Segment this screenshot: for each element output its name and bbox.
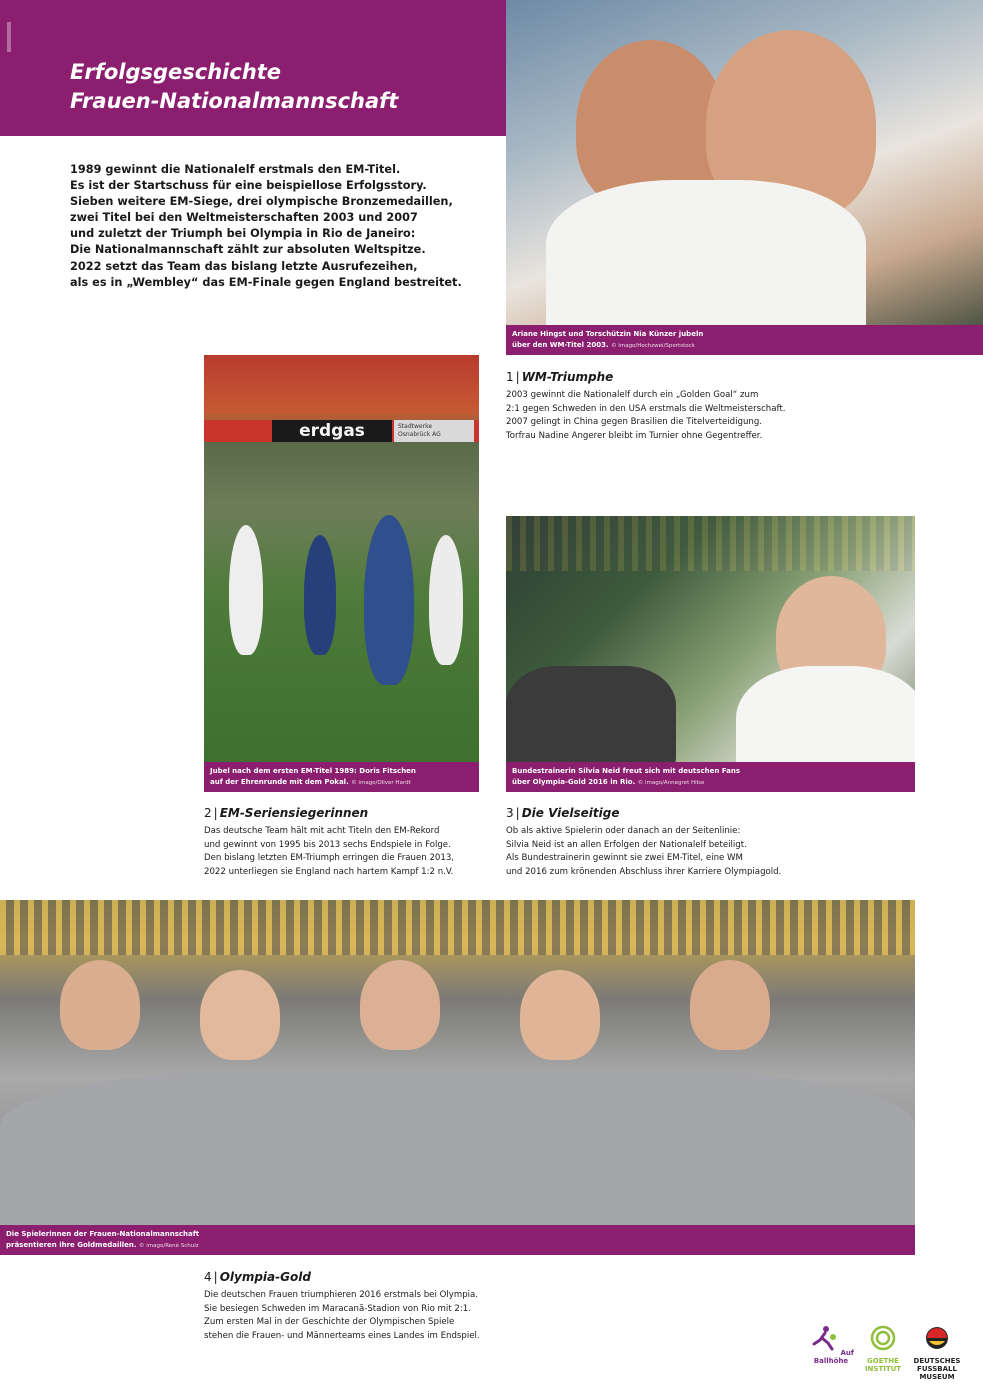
logo-text: FUSSBALL (917, 1365, 957, 1373)
section-number: 1 (506, 370, 514, 384)
section-line: Sie besiegen Schweden im Maracanã-Stadion von Rio mit 2:1. (204, 1303, 471, 1314)
banner-sponsor-line: Stadtwerke (398, 423, 433, 430)
logo-text: GOETHE (867, 1357, 899, 1365)
section-line: Silvia Neid ist an allen Erfolgen der Nationalelf beteiligt. (506, 839, 747, 850)
intro-line: Die Nationalmannschaft zählt zur absoluten Weltspitze. (70, 243, 426, 257)
stadium-stands (0, 900, 915, 955)
section-title: WM-Triumphe (521, 370, 614, 384)
caption-line: Bundestrainerin Silvia Neid freut sich mit deutschen Fans (512, 767, 740, 775)
photo-neid (506, 516, 915, 792)
caption-line: präsentieren ihre Goldmedaillen. (6, 1240, 137, 1249)
photo-team (0, 900, 915, 1255)
logo-text: DEUTSCHES (913, 1357, 961, 1365)
intro-line: 2022 setzt das Team das bislang letzte Ausrufezeihen, (70, 259, 418, 273)
photo-wm2003 (506, 0, 983, 355)
logo-text: INSTITUT (864, 1365, 902, 1373)
section-line: 2007 gelingt in China gegen Brasilien die Titelverteidigung. (506, 417, 763, 428)
section-em-seriensiegerinnen (204, 805, 504, 879)
photo-credit: © imago/Annegret Hilse (637, 779, 705, 786)
caption-neid (506, 762, 915, 792)
section-number: 3 (506, 806, 514, 820)
section-olympia-gold (204, 1269, 524, 1343)
player-figure (229, 525, 263, 655)
page-title (70, 58, 398, 116)
photo-credit: © imago/Oliver Hardt (351, 779, 411, 786)
intro-line: Es ist der Startschuss für eine beispiellose Erfolgsstory. (70, 179, 427, 193)
player-figure (520, 970, 600, 1060)
logo-text: Ballhöhe (813, 1357, 849, 1365)
player-figure (364, 515, 414, 685)
section-line: Ob als aktive Spielerin oder danach an der Seitenlinie: (506, 826, 741, 836)
photo-credit: © imago/René Schulz (138, 1242, 199, 1249)
intro-line: Sieben weitere EM-Siege, drei olympische Bronzemedaillen, (70, 195, 453, 209)
logo-text: Auf (840, 1349, 854, 1357)
intro-line: und zuletzt der Triumph bei Olympia in Rio de Janeiro: (70, 227, 416, 241)
section-line: Das deutsche Team hält mit acht Titeln den EM-Rekord (204, 826, 440, 836)
section-line: Den bislang letzten EM-Triumph erringen die Frauen 2013, (204, 853, 455, 864)
player-figure (200, 970, 280, 1060)
goethe-circle-icon (870, 1325, 896, 1351)
section-heading: 4 | Olympia-Gold (204, 1270, 311, 1284)
caption-line: Jubel nach dem ersten EM-Titel 1989: Doris Fitschen (210, 767, 416, 775)
banner-sponsor-line: Osnabrück AG (398, 431, 441, 438)
goethe-institut-logo (862, 1325, 904, 1373)
caption-team (0, 1225, 915, 1255)
section-heading: 2 | EM-Seriensiegerinnen (204, 806, 369, 820)
caption-line: Die Spielerinnen der Frauen-Nationalmannschaft (6, 1230, 200, 1238)
intro-text (70, 162, 462, 291)
jersey-shape (546, 180, 866, 340)
section-body (506, 825, 906, 879)
caption-line: Ariane Hingst und Torschützin Nia Künzer jubeln (512, 330, 704, 338)
player-figure (429, 535, 463, 665)
section-line: und gewinnt von 1995 bis 2013 sechs Endspiele in Folge. (204, 839, 451, 850)
page-title-line2: Frauen-Nationalmannschaft (70, 89, 399, 113)
section-number: 2 (204, 806, 212, 820)
caption-line: über Olympia-Gold 2016 in Rio. (512, 777, 636, 786)
logo-text: MUSEUM (919, 1373, 955, 1381)
player-figure (690, 960, 770, 1050)
player-figure (360, 960, 440, 1050)
section-number: 4 (204, 1270, 212, 1284)
intro-line: als es in „Wembley“ das EM-Finale gegen England bestreitet. (70, 275, 462, 289)
side-credit-strip (7, 22, 11, 52)
section-line: Die deutschen Frauen triumphieren 2016 erstmals bei Olympia. (204, 1290, 479, 1300)
section-line: 2:1 gegen Schweden in den USA erstmals die Weltmeisterschaft. (506, 403, 786, 414)
player-figure (60, 960, 140, 1050)
caption-line: auf der Ehrenrunde mit dem Pokal. (210, 777, 349, 786)
section-line: stehen die Frauen- und Männerteams eines Landes im Endspiel. (204, 1330, 480, 1341)
banner-logo-text: erdgas (272, 420, 392, 442)
caption-wm2003 (506, 325, 983, 355)
fussball-museum-logo (912, 1325, 962, 1381)
caption-em1989 (204, 762, 479, 792)
caption-line: über den WM-Titel 2003. (512, 340, 609, 349)
page-title-line1: Erfolgsgeschichte (70, 60, 282, 84)
section-line: Torfrau Nadine Angerer bleibt im Turnier ohne Gegentreffer. (506, 430, 763, 441)
section-heading: 1 | WM-Triumphe (506, 370, 614, 384)
intro-line: 1989 gewinnt die Nationalelf erstmals den EM-Titel. (70, 163, 401, 176)
section-line: 2022 unterliegen sie England nach hartem Kampf 1:2 n.V. (204, 866, 454, 877)
section-heading: 3 | Die Vielseitige (506, 806, 620, 820)
auf-ballhoehe-logo (808, 1325, 854, 1365)
title-band (0, 0, 506, 136)
section-line: und 2016 zum krönenden Abschluss ihrer Karriere Olympiagold. (506, 866, 782, 877)
kicker-figure-icon (808, 1325, 838, 1351)
section-title: EM-Seriensiegerinnen (219, 806, 369, 820)
player-figure (304, 535, 336, 655)
section-body (506, 389, 906, 443)
stadium-stands (506, 516, 915, 571)
section-wm-triumphe (506, 369, 906, 443)
section-body (204, 825, 504, 879)
section-line: Zum ersten Mal in der Geschichte der Olympischen Spiele (204, 1317, 455, 1328)
photo-em1989 (204, 355, 479, 792)
banner-sponsor (394, 420, 474, 442)
football-icon (924, 1325, 950, 1351)
section-title: Olympia-Gold (219, 1270, 311, 1284)
intro-line: zwei Titel bei den Weltmeisterschaften 2003 und 2007 (70, 211, 418, 225)
section-line: 2003 gewinnt die Nationalelf durch ein „Golden Goal“ zum (506, 390, 759, 400)
section-die-vielseitige (506, 805, 906, 879)
section-title: Die Vielseitige (521, 806, 620, 820)
section-body (204, 1289, 524, 1343)
photo-credit: © imago/Hochzwei/Sportstock (611, 342, 695, 349)
section-line: Als Bundestrainerin gewinnt sie zwei EM-Titel, eine WM (506, 853, 743, 864)
